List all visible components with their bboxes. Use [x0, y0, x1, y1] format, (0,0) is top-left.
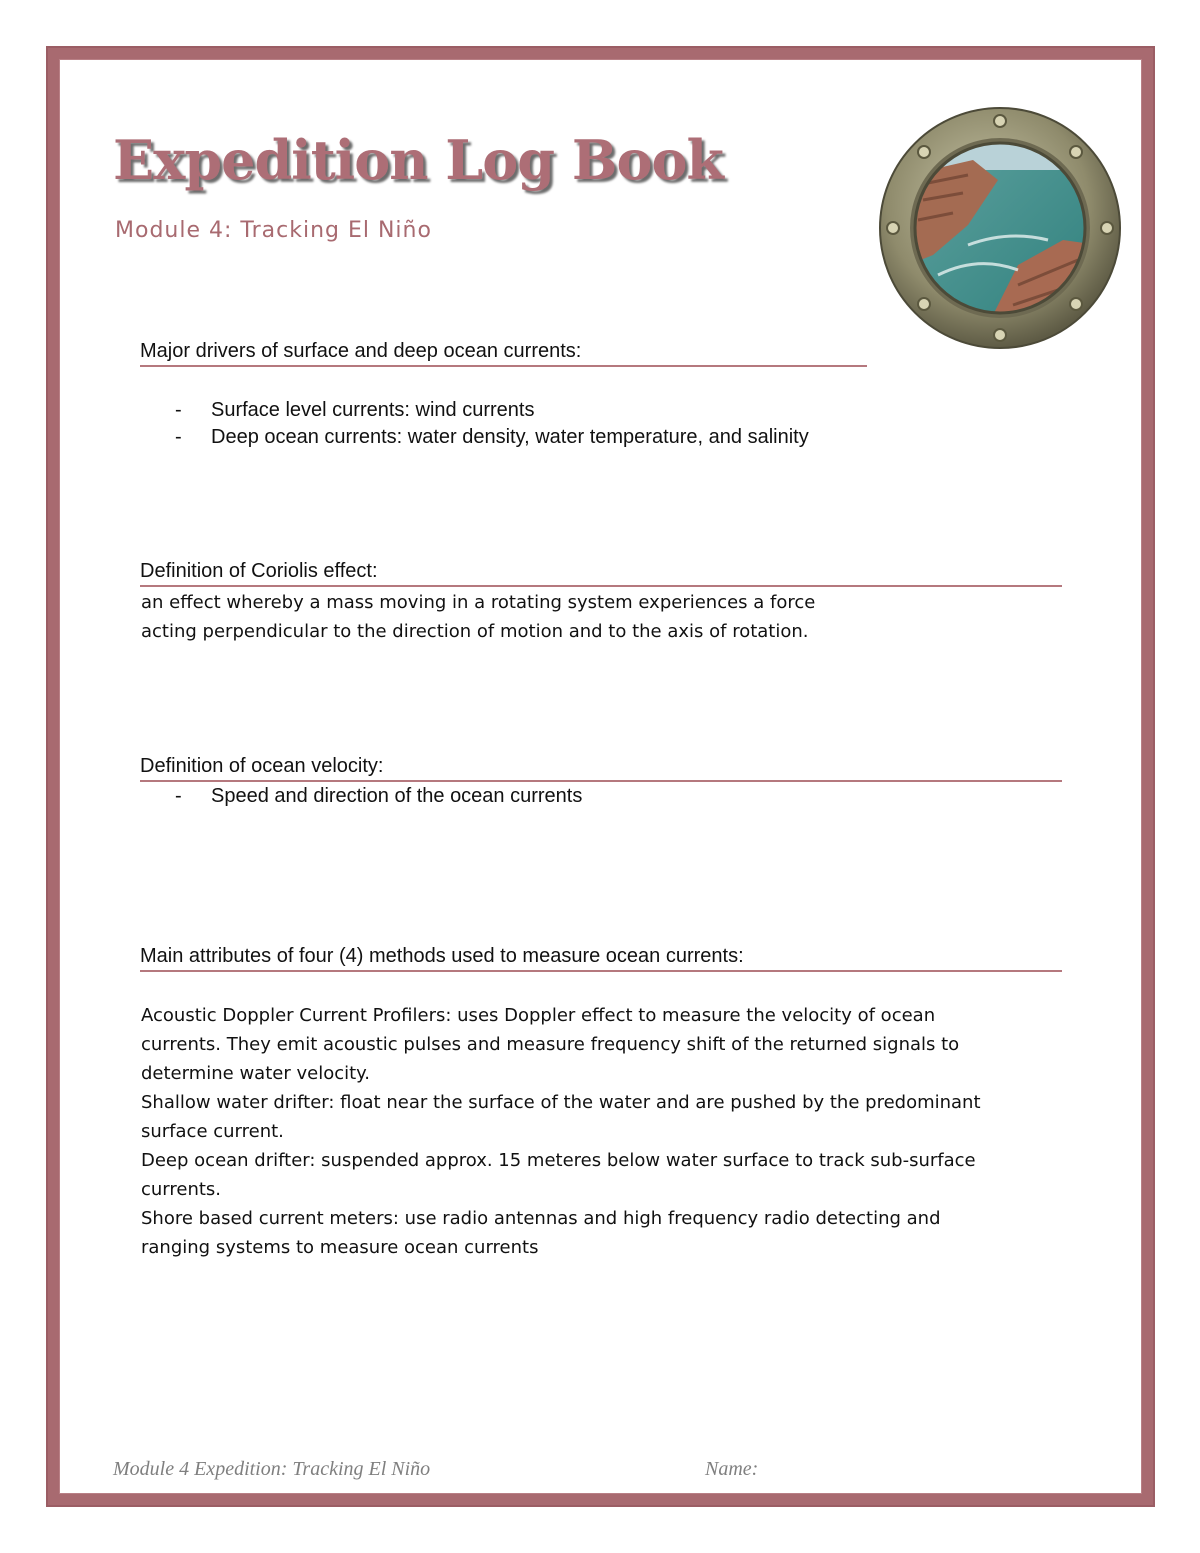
footer-module-label: Module 4 Expedition: Tracking El Niño [113, 1458, 431, 1480]
coriolis-definition [141, 588, 815, 646]
drivers-list [175, 397, 809, 451]
text-line: acting perpendicular to the direction of motion and to the axis of rotation. [141, 621, 809, 642]
text-line: Shallow water drifter: float near the surface of the water and are pushed by the predominant [141, 1092, 981, 1113]
footer-name-label: Name: [705, 1458, 759, 1480]
list-item: - Surface level currents: wind currents [175, 397, 809, 424]
text-line: ranging systems to measure ocean currents [141, 1237, 539, 1258]
text-line: an effect whereby a mass moving in a rotating system experiences a force [141, 592, 816, 613]
velocity-heading: Definition of ocean velocity: [140, 755, 1062, 782]
list-item: - Speed and direction of the ocean currents [175, 783, 582, 810]
text-line: surface current. [141, 1121, 284, 1142]
methods-heading: Main attributes of four (4) methods used to measure ocean currents: [140, 945, 1062, 972]
module-subtitle: Module 4: Tracking El Niño [115, 218, 432, 243]
drivers-heading: Major drivers of surface and deep ocean currents: [140, 340, 867, 367]
text-line: Acoustic Doppler Current Profilers: uses Doppler effect to measure the velocity of ocean [141, 1005, 936, 1026]
coriolis-heading: Definition of Coriolis effect: [140, 560, 1062, 587]
methods-description [141, 1001, 981, 1262]
porthole-image [878, 105, 1122, 351]
text-line: currents. [141, 1179, 222, 1200]
velocity-list [175, 783, 582, 810]
list-item: - Deep ocean currents: water density, water temperature, and salinity [175, 424, 809, 451]
text-line: Deep ocean drifter: suspended approx. 15 meteres below water surface to track sub-surface [141, 1150, 976, 1171]
text-line: Shore based current meters: use radio antennas and high frequency radio detecting and [141, 1208, 941, 1229]
page-title: Expedition Log Book [113, 128, 723, 192]
text-line: currents. They emit acoustic pulses and measure frequency shift of the returned signals to [141, 1034, 960, 1055]
text-line: determine water velocity. [141, 1063, 370, 1084]
